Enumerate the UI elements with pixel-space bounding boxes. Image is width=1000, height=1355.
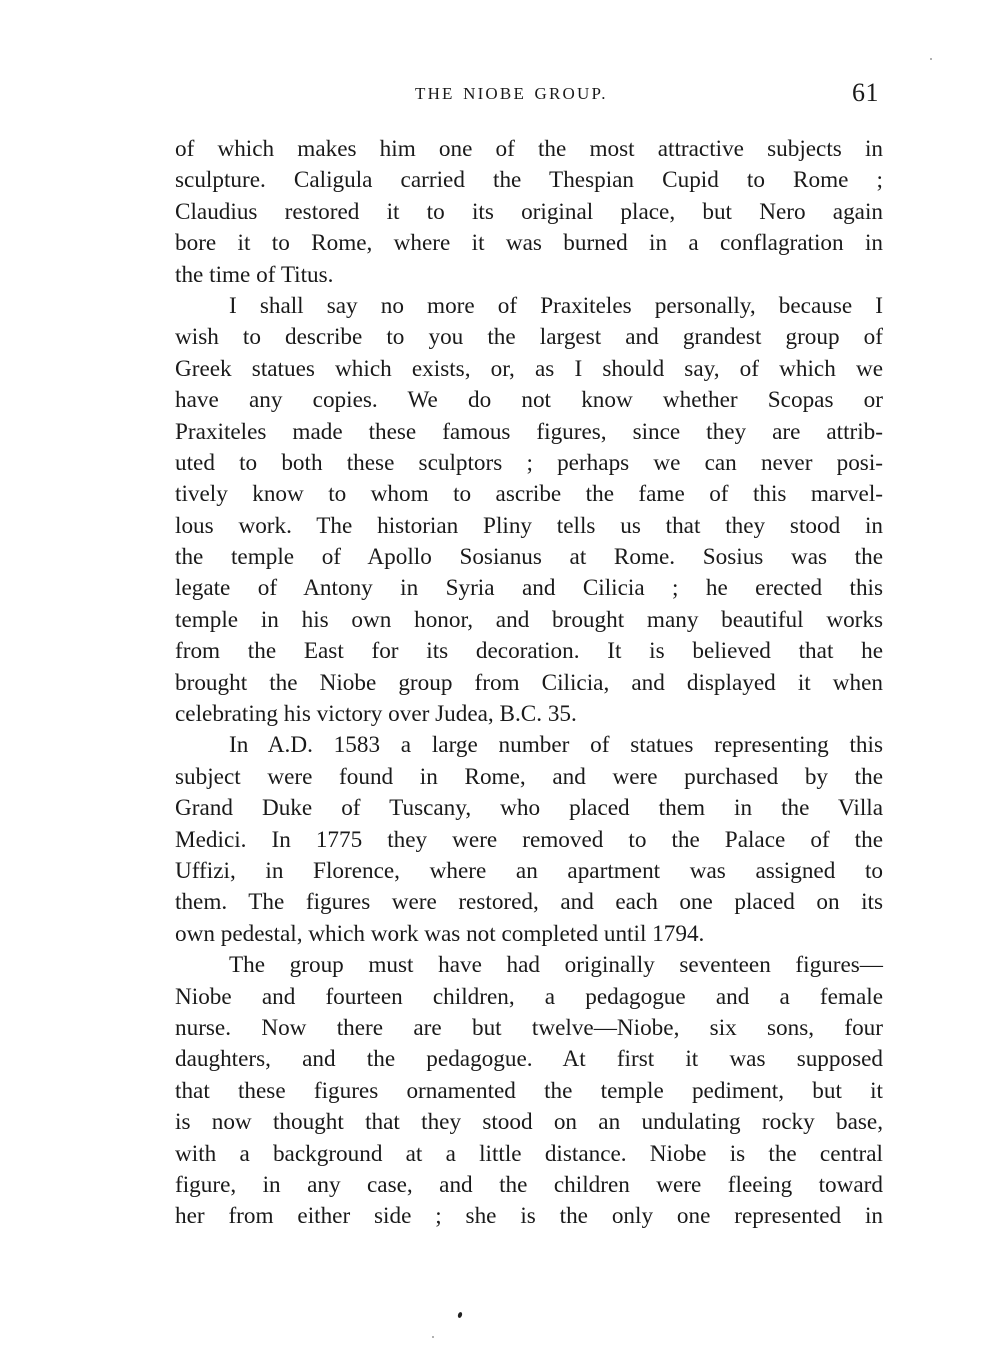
- text-line: wish to describe to you the largest and grandest group of: [175, 324, 883, 351]
- text-line: I shall say no more of Praxiteles personally, because I: [229, 292, 883, 319]
- text-line: them. The figures were restored, and each one placed on its: [175, 889, 883, 916]
- text-line: have any copies. We do not know whether Scopas or: [175, 387, 883, 414]
- paper-speck: [930, 58, 932, 60]
- text-line: from the East for its decoration. It is believed that he: [175, 638, 883, 665]
- text-line: of which makes him one of the most attractive subjects in: [175, 136, 883, 162]
- text-line: Grand Duke of Tuscany, who placed them in the Villa: [175, 795, 883, 822]
- text-line: Uffizi, in Florence, where an apartment was assigned to: [175, 857, 883, 884]
- text-line: own pedestal, which work was not completed until 1794.: [175, 920, 705, 947]
- text-line: nurse. Now there are but twelve—Niobe, six sons, four: [175, 1014, 883, 1041]
- text-line: figure, in any case, and the children were fleeing toward: [175, 1171, 883, 1198]
- running-header: [0, 78, 1000, 108]
- text-line: Praxiteles made these famous figures, since they are attrib-: [175, 418, 883, 445]
- text-line: the time of Titus.: [175, 261, 334, 288]
- text-line: uted to both these sculptors ; perhaps we can never posi-: [175, 449, 883, 476]
- text-line: celebrating his victory over Judea, B.C. 35.: [175, 701, 577, 728]
- text-line: bore it to Rome, where it was burned in a conflagration in: [175, 230, 883, 257]
- text-line: temple in his own honor, and brought many beautiful works: [175, 606, 883, 633]
- text-line: with a background at a little distance. Niobe is the central: [175, 1140, 883, 1167]
- text-line: tively know to whom to ascribe the fame of this marvel-: [175, 481, 883, 508]
- paper-speck: [432, 1336, 434, 1338]
- text-line: the temple of Apollo Sosianus at Rome. Sosius was the: [175, 544, 883, 571]
- text-line: her from either side ; she is the only one represented in: [175, 1203, 883, 1230]
- text-line: sculpture. Caligula carried the Thespian Cupid to Rome ;: [175, 167, 883, 194]
- text-line: lous work. The historian Pliny tells us that they stood in: [175, 512, 883, 539]
- text-line: brought the Niobe group from Cilicia, and displayed it when: [175, 669, 883, 696]
- text-line: The group must have had originally seventeen figures—: [229, 952, 883, 979]
- text-line: Claudius restored it to its original place, but Nero again: [175, 198, 883, 225]
- chapter-title: THE NIOBE GROUP.: [415, 84, 608, 103]
- text-line: is now thought that they stood on an undulating rocky base,: [175, 1109, 883, 1136]
- text-line: subject were found in Rome, and were purchased by the: [175, 763, 883, 790]
- text-line: Greek statues which exists, or, as I should say, of which we: [175, 355, 883, 382]
- text-line: daughters, and the pedagogue. At first it was supposed: [175, 1046, 883, 1073]
- text-line: In A.D. 1583 a large number of statues representing this: [229, 732, 883, 759]
- text-line: legate of Antony in Syria and Cilicia ; he erected this: [175, 575, 883, 602]
- text-line: Medici. In 1775 they were removed to the Palace of the: [175, 826, 883, 853]
- text-line: Niobe and fourteen children, a pedagogue and a female: [175, 983, 883, 1010]
- body-text: [175, 134, 883, 1233]
- text-line: that these figures ornamented the temple pediment, but it: [175, 1077, 883, 1104]
- page-number: 61: [852, 78, 879, 107]
- printer-mark: [457, 1311, 463, 1318]
